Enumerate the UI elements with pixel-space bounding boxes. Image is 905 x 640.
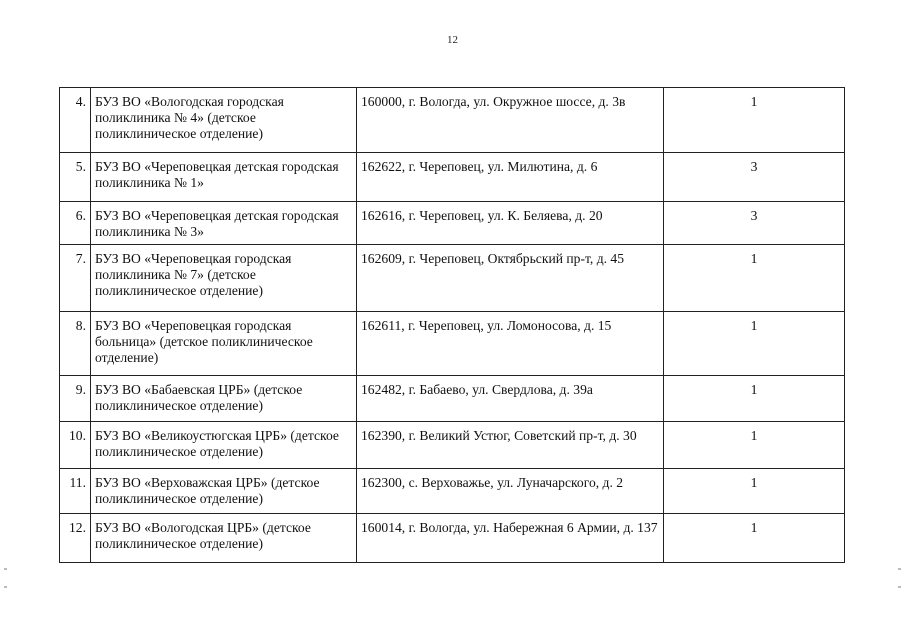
row-number: 12. xyxy=(60,514,91,563)
table-row xyxy=(60,514,845,563)
institution-address: 162616, г. Череповец, ул. К. Беляева, д. 20 xyxy=(357,202,664,245)
institution-address: 160000, г. Вологда, ул. Окружное шоссе, д. 3в xyxy=(357,88,664,153)
scan-edge-mark xyxy=(898,568,901,570)
institution-name: БУЗ ВО «Вологодская ЦРБ» (детское поликлиническое отделение) xyxy=(91,514,357,563)
institution-name: БУЗ ВО «Череповецкая детская городская поликлиника № 3» xyxy=(91,202,357,245)
row-number: 9. xyxy=(60,376,91,422)
table-row xyxy=(60,312,845,376)
institution-name: БУЗ ВО «Череповецкая городская больница» (детское поликлиническое отделение) xyxy=(91,312,357,376)
institution-name: БУЗ ВО «Бабаевская ЦРБ» (детское поликлиническое отделение) xyxy=(91,376,357,422)
quantity: 1 xyxy=(664,469,845,514)
row-number: 5. xyxy=(60,153,91,202)
table-row xyxy=(60,153,845,202)
quantity: 1 xyxy=(664,245,845,312)
institution-address: 162609, г. Череповец, Октябрьский пр-т, д. 45 xyxy=(357,245,664,312)
institution-name: БУЗ ВО «Великоустюгская ЦРБ» (детское поликлиническое отделение) xyxy=(91,422,357,469)
institutions-table xyxy=(59,87,845,563)
table-row xyxy=(60,376,845,422)
quantity: 1 xyxy=(664,312,845,376)
quantity: 1 xyxy=(664,88,845,153)
quantity: 1 xyxy=(664,376,845,422)
quantity: 3 xyxy=(664,202,845,245)
row-number: 10. xyxy=(60,422,91,469)
row-number: 4. xyxy=(60,88,91,153)
institution-name: БУЗ ВО «Вологодская городская поликлиника № 4» (детское поликлиническое отделение) xyxy=(91,88,357,153)
quantity: 1 xyxy=(664,514,845,563)
table-row xyxy=(60,245,845,312)
institution-name: БУЗ ВО «Череповецкая детская городская поликлиника № 1» xyxy=(91,153,357,202)
row-number: 6. xyxy=(60,202,91,245)
institution-name: БУЗ ВО «Череповецкая городская поликлиника № 7» (детское поликлиническое отделение) xyxy=(91,245,357,312)
scan-edge-mark xyxy=(898,586,901,588)
institution-address: 162611, г. Череповец, ул. Ломоносова, д. 15 xyxy=(357,312,664,376)
institution-address: 160014, г. Вологда, ул. Набережная 6 Армии, д. 137 xyxy=(357,514,664,563)
table-row xyxy=(60,202,845,245)
scan-edge-mark xyxy=(4,586,7,588)
page-number: 12 xyxy=(447,34,458,46)
institution-address: 162390, г. Великий Устюг, Советский пр-т, д. 30 xyxy=(357,422,664,469)
row-number: 11. xyxy=(60,469,91,514)
institution-name: БУЗ ВО «Верховажская ЦРБ» (детское поликлиническое отделение) xyxy=(91,469,357,514)
quantity: 1 xyxy=(664,422,845,469)
institution-address: 162300, с. Верховажье, ул. Луначарского, д. 2 xyxy=(357,469,664,514)
table-row xyxy=(60,88,845,153)
table-row xyxy=(60,422,845,469)
row-number: 8. xyxy=(60,312,91,376)
institution-address: 162622, г. Череповец, ул. Милютина, д. 6 xyxy=(357,153,664,202)
quantity: 3 xyxy=(664,153,845,202)
row-number: 7. xyxy=(60,245,91,312)
table-row xyxy=(60,469,845,514)
scan-edge-mark xyxy=(4,568,7,570)
institution-address: 162482, г. Бабаево, ул. Свердлова, д. 39а xyxy=(357,376,664,422)
